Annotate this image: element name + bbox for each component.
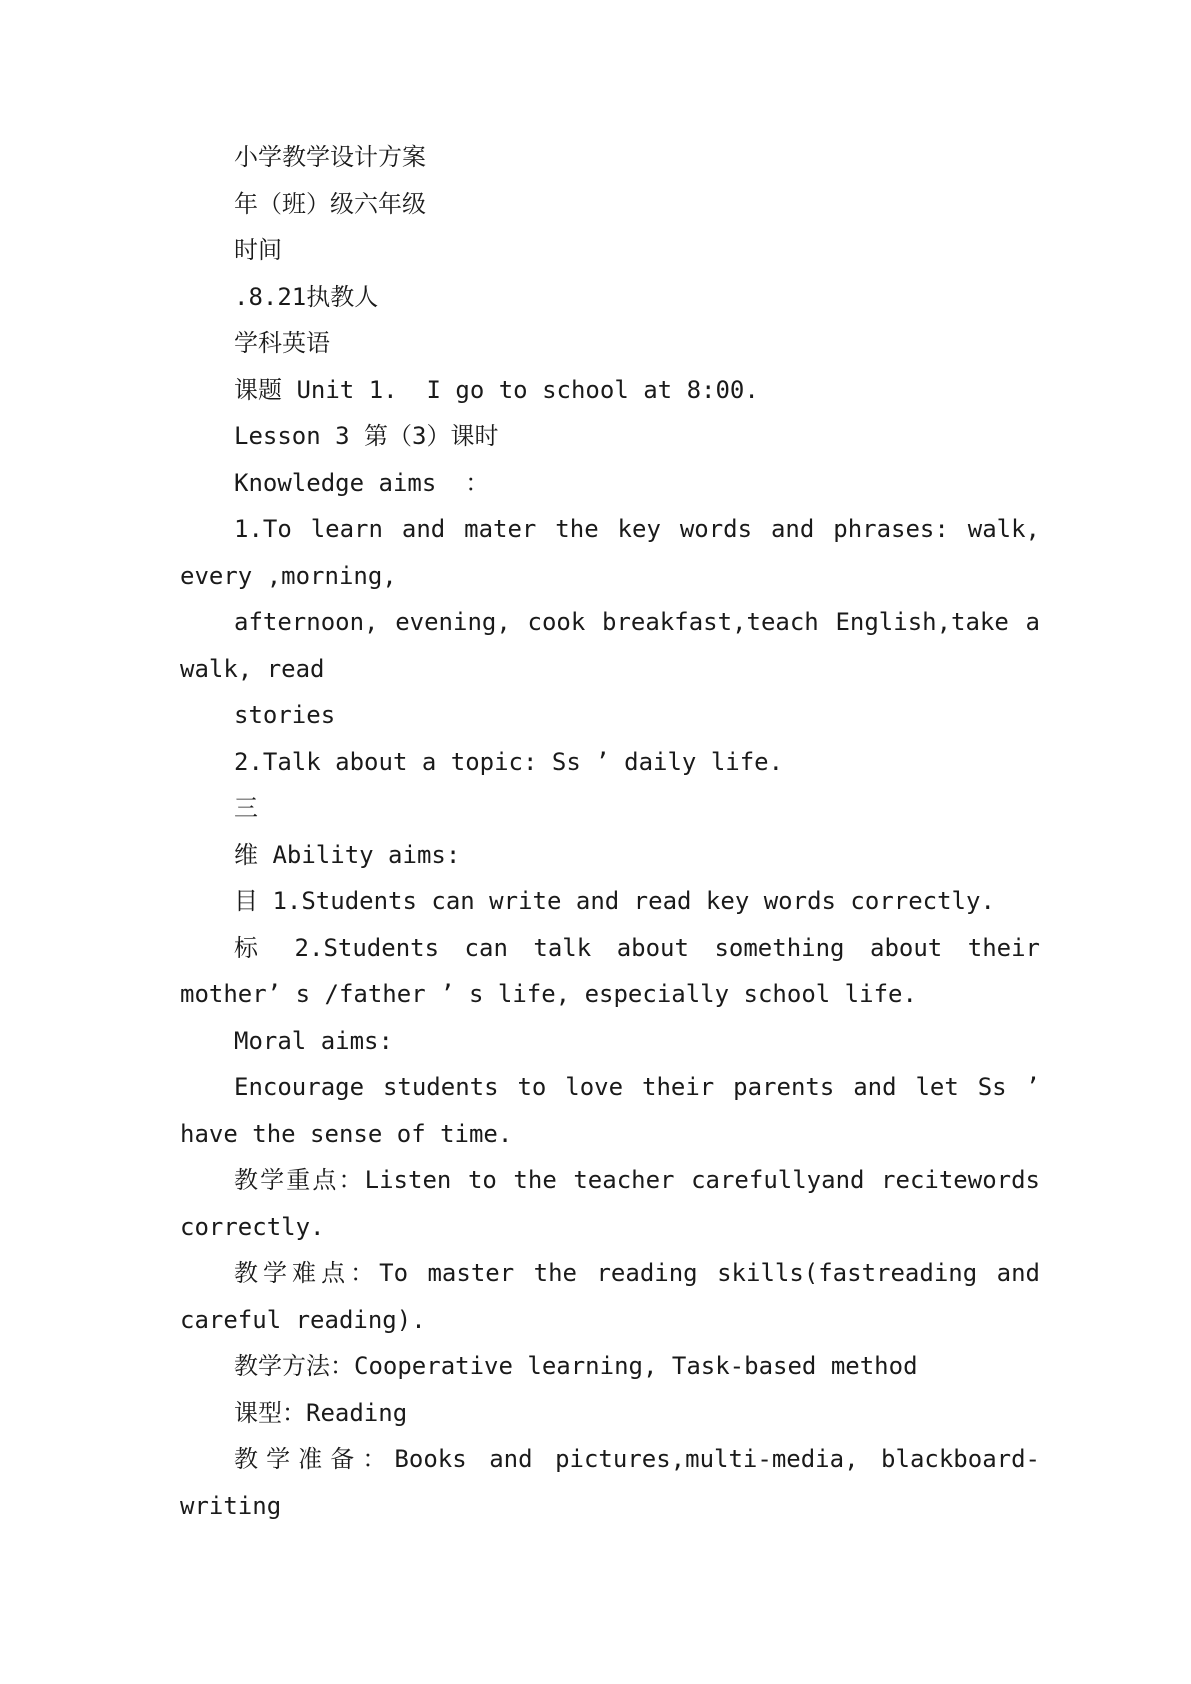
grade-line: 年（班）级六年级 [234, 189, 426, 218]
lesson-line: Lesson 3 第（3）课时 [234, 422, 499, 450]
knowledge-item-1-continued: afternoon, evening, cook breakfast,teach English,take a walk, read [180, 608, 1040, 683]
document-body [180, 134, 1040, 1529]
document-title: 小学教学设计方案 [234, 143, 426, 171]
moral-heading: Moral aims: [234, 1026, 393, 1055]
knowledge-heading: Knowledge aims ： [234, 468, 490, 497]
ability-item-1: 目 1.Students can write and read key words correctly. [234, 887, 995, 915]
knowledge-item-1: 1.To learn and mater the key words and phrases: walk, every ,morning, [180, 515, 1040, 590]
time-label: 时间 [234, 236, 282, 264]
subject-line: 学科英语 [234, 329, 330, 357]
knowledge-item-2: 2.Talk about a topic: Ss ’ daily life. [234, 747, 784, 776]
key-point: 教学重点：Listen to the teacher carefullyand recitewords correctly. [180, 1166, 1040, 1241]
moral-text: Encourage students to love their parents and let Ss ’ have the sense of time. [180, 1073, 1040, 1148]
lesson-type: 课型：Reading [234, 1398, 408, 1427]
difficult-point: 教学难点：To master the reading skills(fastreading and careful reading). [180, 1259, 1040, 1334]
date-teacher-line: .8.21执教人 [234, 282, 379, 311]
ability-item-2: 标 2.Students can talk about something about their mother’ s /father ’ s life, especially school life. [180, 933, 1040, 1008]
teaching-preparation: 教学准备：Books and pictures,multi-media, blackboard-writing [180, 1445, 1040, 1520]
ability-heading: 维 Ability aims: [234, 840, 461, 869]
teaching-method: 教学方法：Cooperative learning, Task-based method [234, 1352, 918, 1380]
topic-line: 课题 Unit 1. I go to school at 8:00. [234, 375, 759, 404]
knowledge-item-1-end: stories [234, 701, 336, 729]
three-dimension-label: 三 [234, 794, 258, 822]
